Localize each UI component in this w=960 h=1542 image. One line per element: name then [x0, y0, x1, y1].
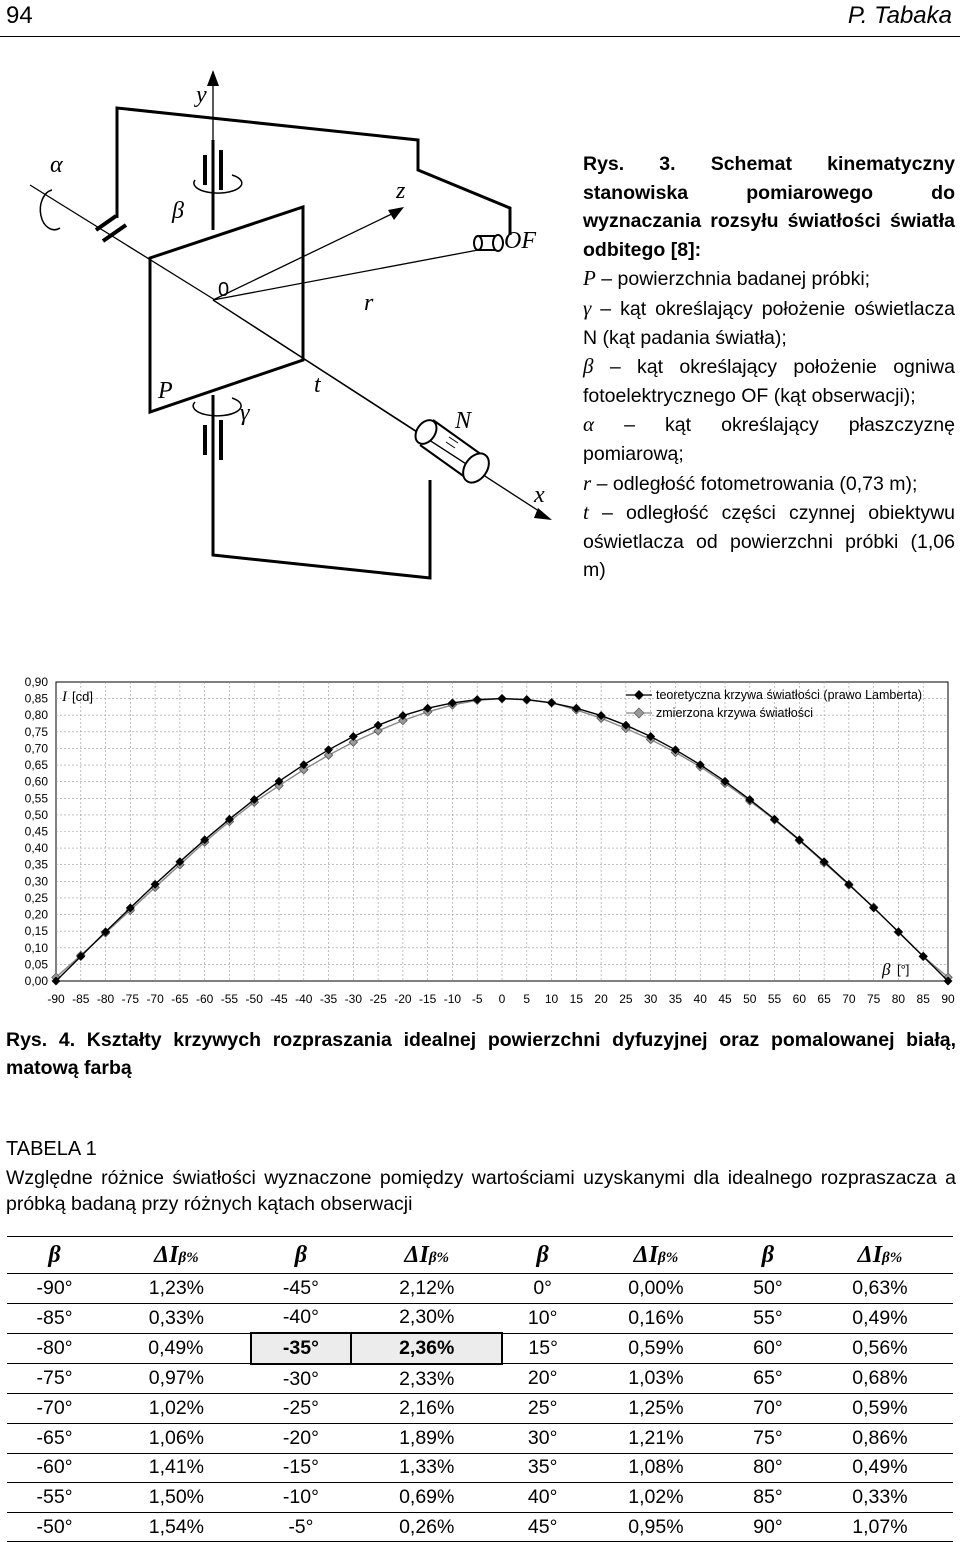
table-cell: 2,33%: [351, 1364, 502, 1394]
figure4-caption: [6, 1026, 956, 1082]
table-cell: 70°: [729, 1394, 807, 1424]
x-tick-label: 50: [743, 992, 757, 1006]
table-cell: 25°: [502, 1394, 583, 1424]
x-tick-label: -60: [195, 992, 214, 1006]
x-tick-label: -25: [369, 992, 387, 1006]
arc-beta: [194, 175, 242, 193]
y-axis-unit: [cd]: [72, 689, 93, 704]
table-title: TABELA 1: [6, 1138, 97, 1160]
table-row: [7, 1364, 953, 1394]
table-cell: -55°: [7, 1483, 102, 1513]
table-cell: 1,08%: [583, 1453, 729, 1483]
table-cell: 0,69%: [351, 1483, 502, 1513]
x-tick-label: 40: [693, 992, 707, 1006]
x-tick-label: 0: [498, 992, 506, 1006]
table-cell: 0,68%: [807, 1364, 953, 1394]
table-cell: 85°: [729, 1483, 807, 1513]
table-cell: 30°: [502, 1423, 583, 1453]
figure4-title: Kształty krzywych rozpraszania idealnej powierzchni dyfuzyjnej oraz pomalowanej białą, matową farbą: [6, 1029, 957, 1079]
table-cell: 10°: [502, 1303, 583, 1333]
table-cell: -50°: [7, 1512, 102, 1542]
y-tick-labels: [25, 675, 49, 988]
x-tick-label: -5: [471, 992, 483, 1006]
x-axis-symbol: β: [882, 960, 891, 979]
table-cell: 40°: [502, 1483, 583, 1513]
table-body: [7, 1274, 953, 1542]
table-header-cell: ΔIβ%: [102, 1237, 251, 1274]
table-cell: -70°: [7, 1394, 102, 1424]
figure3-caption: [583, 150, 955, 585]
y-axis-symbol: I: [62, 689, 67, 705]
legend-entry-theoretical: teoretyczna krzywa światłości (prawo Lamberta): [656, 688, 923, 702]
table-cell: 0,16%: [583, 1303, 729, 1333]
label-origin: 0: [218, 279, 230, 301]
table-cell: 0,33%: [102, 1303, 251, 1333]
x-tick-label: 35: [668, 992, 683, 1006]
table-cell: -75°: [7, 1364, 102, 1394]
table-cell: 75°: [729, 1423, 807, 1453]
table-cell: -10°: [251, 1483, 351, 1513]
label-P: P: [158, 378, 173, 404]
page-header: [0, 0, 960, 37]
table-cell: -15°: [251, 1453, 351, 1483]
table-cell: 1,50%: [102, 1483, 251, 1513]
table-cell: 60°: [729, 1333, 807, 1364]
table-cell: 1,54%: [102, 1512, 251, 1542]
table-row: [7, 1483, 953, 1513]
arrow-z: [388, 207, 404, 220]
x-tick-label: 60: [792, 992, 807, 1006]
label-r: r: [364, 290, 374, 316]
label-y: y: [196, 82, 207, 108]
table-cell: 2,16%: [351, 1394, 502, 1424]
label-t: t: [314, 372, 321, 398]
photocell-of: [474, 235, 503, 251]
y-tick-label: 0,20: [24, 907, 48, 922]
table-cell: 1,07%: [807, 1512, 953, 1542]
label-z: z: [396, 178, 406, 204]
x-tick-label: 85: [916, 992, 930, 1006]
pivot-alpha: [96, 216, 126, 241]
x-tick-label: -15: [418, 992, 437, 1006]
table-cell: 55°: [729, 1303, 807, 1333]
table-cell: 35°: [502, 1453, 583, 1483]
table-cell: 1,06%: [102, 1423, 251, 1453]
x-tick-label: -55: [220, 992, 239, 1006]
x-tick-label: 55: [767, 992, 782, 1006]
table-row: [7, 1333, 953, 1364]
label-beta: β: [172, 198, 184, 224]
table-cell: -85°: [7, 1303, 102, 1333]
results-table: [7, 1236, 953, 1542]
table-cell: -5°: [251, 1512, 351, 1542]
x-tick-label: 70: [842, 992, 856, 1006]
x-tick-label: 45: [718, 992, 732, 1006]
x-tick-label: -45: [270, 992, 288, 1006]
table-cell: 1,33%: [351, 1453, 502, 1483]
table-header-cell: ΔIβ%: [351, 1237, 502, 1274]
x-tick-label: 75: [866, 992, 881, 1006]
table-cell: 0,49%: [807, 1453, 953, 1483]
caption-item: α – kąt określający płaszczyznę pomiarową;: [583, 412, 955, 465]
figure3-label: Rys. 3.: [583, 153, 676, 175]
scattering-chart: [0, 665, 960, 1015]
table-header-cell: β: [502, 1237, 583, 1274]
table-header-cell: β: [251, 1237, 351, 1274]
x-tick-label: -50: [245, 992, 263, 1006]
running-title: P. Tabaka: [847, 2, 952, 29]
arrow-y: [207, 70, 219, 86]
table-row: [7, 1453, 953, 1483]
table-cell: 1,03%: [583, 1364, 729, 1394]
table-cell: 1,23%: [102, 1274, 251, 1304]
x-tick-label: -30: [344, 992, 363, 1006]
table-cell: 0,86%: [807, 1423, 953, 1453]
label-x: x: [534, 482, 545, 508]
table-cell: -25°: [251, 1394, 351, 1424]
table-cell: -65°: [7, 1423, 102, 1453]
y-tick-label: 0,45: [24, 824, 48, 839]
y-tick-label: 0,85: [24, 691, 48, 706]
x-tick-label: 90: [941, 992, 955, 1006]
x-axis-unit: [°]: [897, 962, 910, 977]
chart-grid: [56, 682, 948, 981]
table-cell: -45°: [251, 1274, 351, 1304]
table-cell: -30°: [251, 1364, 351, 1394]
table-cell: 50°: [729, 1274, 807, 1304]
arc-gamma: [193, 398, 241, 416]
axis-alpha: [30, 185, 215, 300]
table-header-cell: β: [7, 1237, 102, 1274]
y-tick-label: 0,00: [24, 974, 48, 988]
table-cell: 0,49%: [102, 1333, 251, 1364]
y-tick-label: 0,55: [24, 791, 48, 806]
figure3-title: Schemat kinematyczny stanowiska pomiarowego do wyznaczania rozsyłu światłości światła odbitego [8]:: [583, 153, 955, 261]
figure4-label: Rys. 4.: [6, 1029, 76, 1051]
table-cell: 80°: [729, 1453, 807, 1483]
x-tick-label: -80: [96, 992, 115, 1006]
y-tick-label: 0,35: [24, 857, 48, 872]
y-tick-label: 0,80: [24, 708, 48, 723]
arc-alpha: [40, 190, 60, 230]
table-header-cell: β: [729, 1237, 807, 1274]
illuminator-n: [411, 416, 494, 488]
table-row: [7, 1274, 953, 1304]
table-row: [7, 1303, 953, 1333]
y-axis-label: [61, 689, 93, 705]
table-cell: -90°: [7, 1274, 102, 1304]
x-tick-label: -20: [394, 992, 412, 1006]
caption-item: r – odległość fotometrowania (0,73 m);: [583, 470, 918, 495]
table-cell: 1,02%: [583, 1483, 729, 1513]
table-cell: -35°: [251, 1333, 351, 1364]
table-cell: 0,97%: [102, 1364, 251, 1394]
table-cell: 2,30%: [351, 1303, 502, 1333]
table-cell: 2,36%: [351, 1333, 502, 1364]
x-tick-labels: [47, 992, 955, 1006]
caption-item: γ – kąt określający położenie oświetlacza N (kąt padania światła);: [583, 295, 955, 349]
x-tick-label: 25: [619, 992, 633, 1006]
table-cell: 0,95%: [583, 1512, 729, 1542]
table-cell: 0,49%: [807, 1303, 953, 1333]
table-cell: 20°: [502, 1364, 583, 1394]
table-cell: 1,25%: [583, 1394, 729, 1424]
x-tick-label: -40: [295, 992, 313, 1006]
x-tick-label: -65: [171, 992, 189, 1006]
x-tick-label: 65: [817, 992, 831, 1006]
kinematic-diagram: [0, 60, 580, 580]
x-tick-label: -75: [121, 992, 140, 1006]
x-tick-label: -90: [47, 992, 65, 1006]
table-cell: 0,63%: [807, 1274, 953, 1304]
table-row: [7, 1423, 953, 1453]
table-cell: 90°: [729, 1512, 807, 1542]
table-cell: 1,41%: [102, 1453, 251, 1483]
page-number: 94: [6, 2, 33, 29]
table-cell: 15°: [502, 1333, 583, 1364]
table-cell: 0,26%: [351, 1512, 502, 1542]
caption-item: β – kąt określający położenie ogniwa fotoelektrycznego OF (kąt obserwacji);: [583, 354, 955, 407]
y-tick-label: 0,60: [24, 774, 48, 789]
table-cell: 1,89%: [351, 1423, 502, 1453]
y-tick-label: 0,05: [24, 957, 48, 972]
table-cell: 1,02%: [102, 1394, 251, 1424]
legend-entry-measured: zmierzona krzywa światłości: [656, 706, 813, 720]
table-cell: 2,12%: [351, 1274, 502, 1304]
y-tick-label: 0,15: [24, 924, 48, 939]
table-header-cell: ΔIβ%: [807, 1237, 953, 1274]
table-cell: 0°: [502, 1274, 583, 1304]
label-alpha: α: [50, 152, 63, 178]
y-tick-label: 0,75: [24, 724, 48, 739]
y-tick-label: 0,25: [24, 890, 48, 905]
label-gamma: γ: [240, 400, 250, 426]
table-cell: 0,59%: [583, 1333, 729, 1364]
y-tick-label: 0,30: [24, 874, 48, 889]
table-cell: -20°: [251, 1423, 351, 1453]
y-tick-label: 0,90: [24, 675, 48, 689]
table-row: [7, 1512, 953, 1542]
x-tick-label: 80: [891, 992, 906, 1006]
table-header-row: [7, 1237, 953, 1274]
table-description: Względne różnice światłości wyznaczone pomiędzy wartościami uzyskanymi dla idealnego rozpraszacza a próbką badaną przy różnych kątach obserwacji: [6, 1167, 956, 1215]
table-cell: 45°: [502, 1512, 583, 1542]
table-cell: 65°: [729, 1364, 807, 1394]
table-cell: 0,33%: [807, 1483, 953, 1513]
table-cell: 0,59%: [807, 1394, 953, 1424]
y-tick-label: 0,10: [24, 940, 48, 955]
y-tick-label: 0,50: [24, 807, 48, 822]
table-cell: -60°: [7, 1453, 102, 1483]
label-OF: OF: [504, 228, 536, 254]
table-cell: 1,21%: [583, 1423, 729, 1453]
y-tick-label: 0,65: [24, 758, 48, 773]
x-tick-label: 30: [643, 992, 658, 1006]
x-tick-label: -35: [319, 992, 338, 1006]
table-cell: 0,56%: [807, 1333, 953, 1364]
table-cell: -80°: [7, 1333, 102, 1364]
x-tick-label: 20: [594, 992, 608, 1006]
x-tick-label: -70: [146, 992, 164, 1006]
table-header-cell: ΔIβ%: [583, 1237, 729, 1274]
x-tick-label: 15: [569, 992, 584, 1006]
table-cell: 0,00%: [583, 1274, 729, 1304]
x-tick-label: -85: [72, 992, 90, 1006]
x-tick-label: -10: [443, 992, 462, 1006]
caption-item: P – powierzchnia badanej próbki;: [583, 266, 871, 291]
table-cell: -40°: [251, 1303, 351, 1333]
caption-item: t – odległość części czynnej obiektywu oświetlacza od powierzchni próbki (1,06 m): [583, 500, 955, 582]
frame-wire-bottom: [213, 480, 430, 578]
x-tick-label: 5: [523, 992, 531, 1006]
y-tick-label: 0,70: [24, 741, 48, 756]
y-tick-label: 0,40: [24, 841, 48, 856]
x-tick-label: 10: [544, 992, 559, 1006]
label-N: N: [455, 408, 472, 434]
table-row: [7, 1394, 953, 1424]
